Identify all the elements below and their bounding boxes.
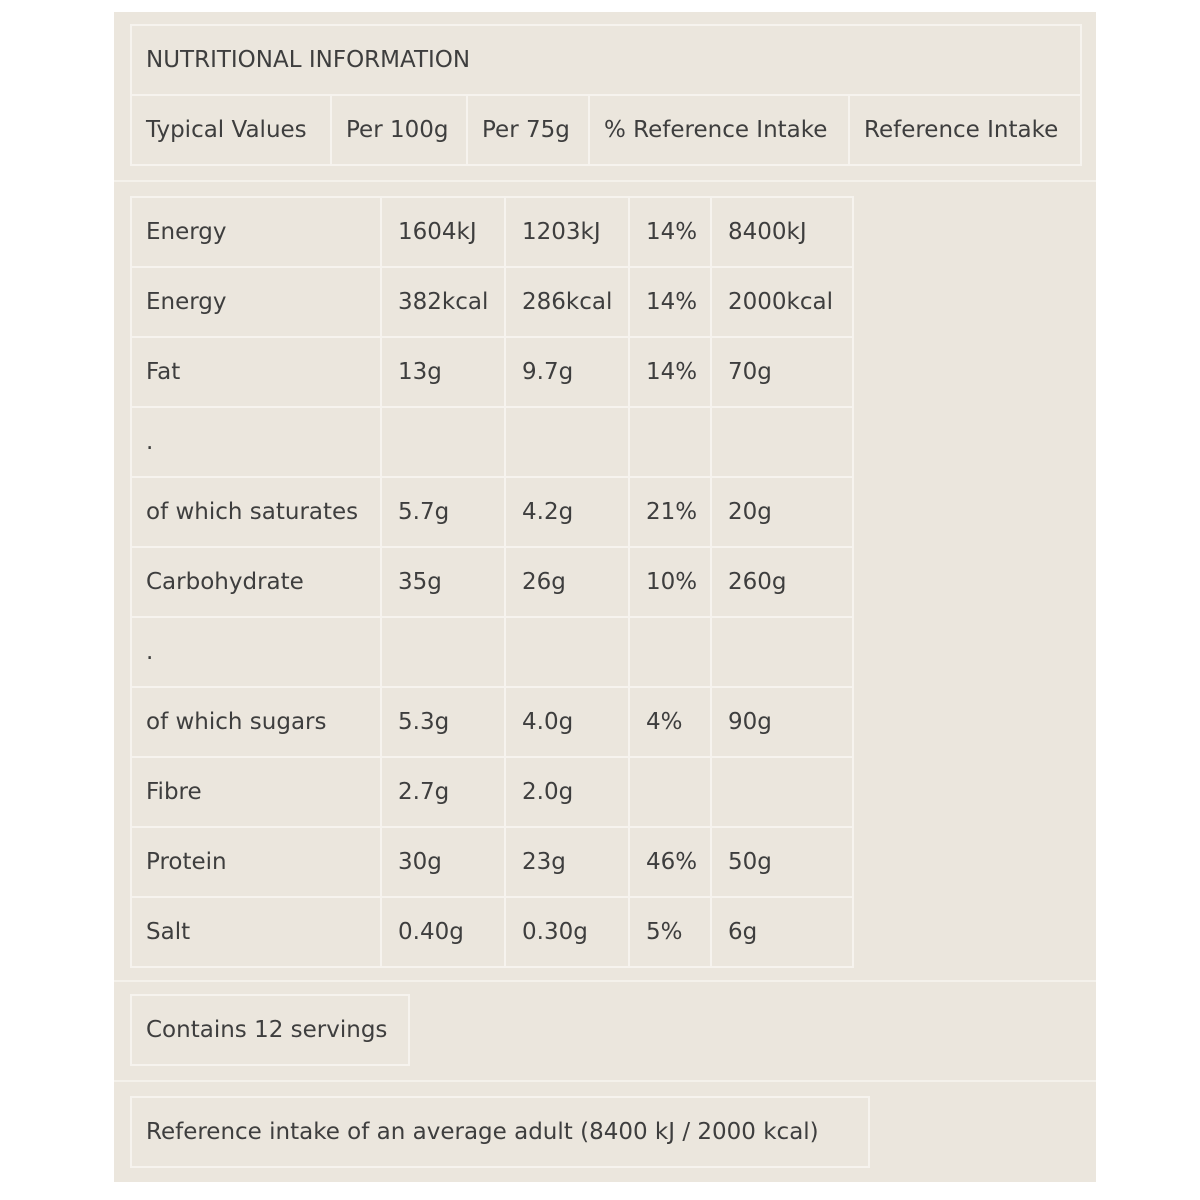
header-per-75g: Per 75g bbox=[467, 95, 589, 165]
per-100g-cell: 13g bbox=[381, 337, 505, 407]
nutrient-name-cell: Energy bbox=[131, 267, 381, 337]
pct-ri-cell: 4% bbox=[629, 687, 711, 757]
ri-cell bbox=[711, 407, 853, 477]
per-75g-cell bbox=[505, 617, 629, 687]
nutrition-title: NUTRITIONAL INFORMATION bbox=[131, 25, 1081, 95]
servings-table bbox=[130, 994, 410, 1066]
nutrition-row bbox=[131, 337, 853, 407]
per-75g-cell: 0.30g bbox=[505, 897, 629, 967]
nutrition-row bbox=[131, 827, 853, 897]
nutrient-name-cell: Fibre bbox=[131, 757, 381, 827]
nutrition-row bbox=[131, 687, 853, 757]
per-100g-cell: 35g bbox=[381, 547, 505, 617]
nutrient-name-cell: Energy bbox=[131, 197, 381, 267]
nutrition-values-table bbox=[130, 196, 854, 968]
per-100g-cell: 2.7g bbox=[381, 757, 505, 827]
pct-ri-cell: 21% bbox=[629, 477, 711, 547]
pct-ri-cell: 46% bbox=[629, 827, 711, 897]
pct-ri-cell: 5% bbox=[629, 897, 711, 967]
pct-ri-cell bbox=[629, 407, 711, 477]
per-75g-cell: 9.7g bbox=[505, 337, 629, 407]
nutrition-row bbox=[131, 617, 853, 687]
ri-cell: 70g bbox=[711, 337, 853, 407]
section-divider bbox=[114, 180, 1096, 182]
per-75g-cell: 2.0g bbox=[505, 757, 629, 827]
nutrition-panel bbox=[114, 12, 1096, 1182]
per-75g-cell: 1203kJ bbox=[505, 197, 629, 267]
per-75g-cell: 4.0g bbox=[505, 687, 629, 757]
nutrition-values-body bbox=[131, 197, 853, 967]
nutrient-name-cell: of which sugars bbox=[131, 687, 381, 757]
per-75g-cell: 286kcal bbox=[505, 267, 629, 337]
per-100g-cell: 30g bbox=[381, 827, 505, 897]
per-100g-cell bbox=[381, 617, 505, 687]
nutrition-row bbox=[131, 197, 853, 267]
per-100g-cell: 5.7g bbox=[381, 477, 505, 547]
ri-cell: 260g bbox=[711, 547, 853, 617]
per-75g-cell: 23g bbox=[505, 827, 629, 897]
ri-cell bbox=[711, 757, 853, 827]
nutrition-header-table bbox=[130, 24, 1082, 166]
nutrient-name-cell: Salt bbox=[131, 897, 381, 967]
header-per-100g: Per 100g bbox=[331, 95, 467, 165]
servings-text: Contains 12 servings bbox=[131, 995, 409, 1065]
pct-ri-cell: 10% bbox=[629, 547, 711, 617]
nutrient-name-cell: . bbox=[131, 617, 381, 687]
nutrition-row bbox=[131, 267, 853, 337]
nutrition-row bbox=[131, 897, 853, 967]
per-75g-cell: 4.2g bbox=[505, 477, 629, 547]
per-100g-cell: 382kcal bbox=[381, 267, 505, 337]
section-divider bbox=[114, 1080, 1096, 1082]
ri-cell: 6g bbox=[711, 897, 853, 967]
per-100g-cell: 0.40g bbox=[381, 897, 505, 967]
header-reference-intake: Reference Intake bbox=[849, 95, 1081, 165]
pct-ri-cell: 14% bbox=[629, 267, 711, 337]
nutrient-name-cell: Carbohydrate bbox=[131, 547, 381, 617]
nutrition-row bbox=[131, 547, 853, 617]
reference-intake-note: Reference intake of an average adult (8400 kJ / 2000 kcal) bbox=[131, 1097, 869, 1167]
ri-cell: 90g bbox=[711, 687, 853, 757]
per-75g-cell bbox=[505, 407, 629, 477]
ri-cell: 20g bbox=[711, 477, 853, 547]
nutrient-name-cell: Protein bbox=[131, 827, 381, 897]
ri-cell bbox=[711, 617, 853, 687]
nutrition-row bbox=[131, 757, 853, 827]
ri-cell: 8400kJ bbox=[711, 197, 853, 267]
pct-ri-cell bbox=[629, 617, 711, 687]
nutrition-row bbox=[131, 407, 853, 477]
per-100g-cell: 1604kJ bbox=[381, 197, 505, 267]
ri-cell: 50g bbox=[711, 827, 853, 897]
nutrient-name-cell: of which saturates bbox=[131, 477, 381, 547]
reference-note-table bbox=[130, 1096, 870, 1168]
per-75g-cell: 26g bbox=[505, 547, 629, 617]
pct-ri-cell: 14% bbox=[629, 197, 711, 267]
pct-ri-cell bbox=[629, 757, 711, 827]
pct-ri-cell: 14% bbox=[629, 337, 711, 407]
header-pct-reference-intake: % Reference Intake bbox=[589, 95, 849, 165]
section-divider bbox=[114, 980, 1096, 982]
per-100g-cell bbox=[381, 407, 505, 477]
per-100g-cell: 5.3g bbox=[381, 687, 505, 757]
nutrition-row bbox=[131, 477, 853, 547]
nutrient-name-cell: . bbox=[131, 407, 381, 477]
nutrient-name-cell: Fat bbox=[131, 337, 381, 407]
ri-cell: 2000kcal bbox=[711, 267, 853, 337]
header-typical-values: Typical Values bbox=[131, 95, 331, 165]
